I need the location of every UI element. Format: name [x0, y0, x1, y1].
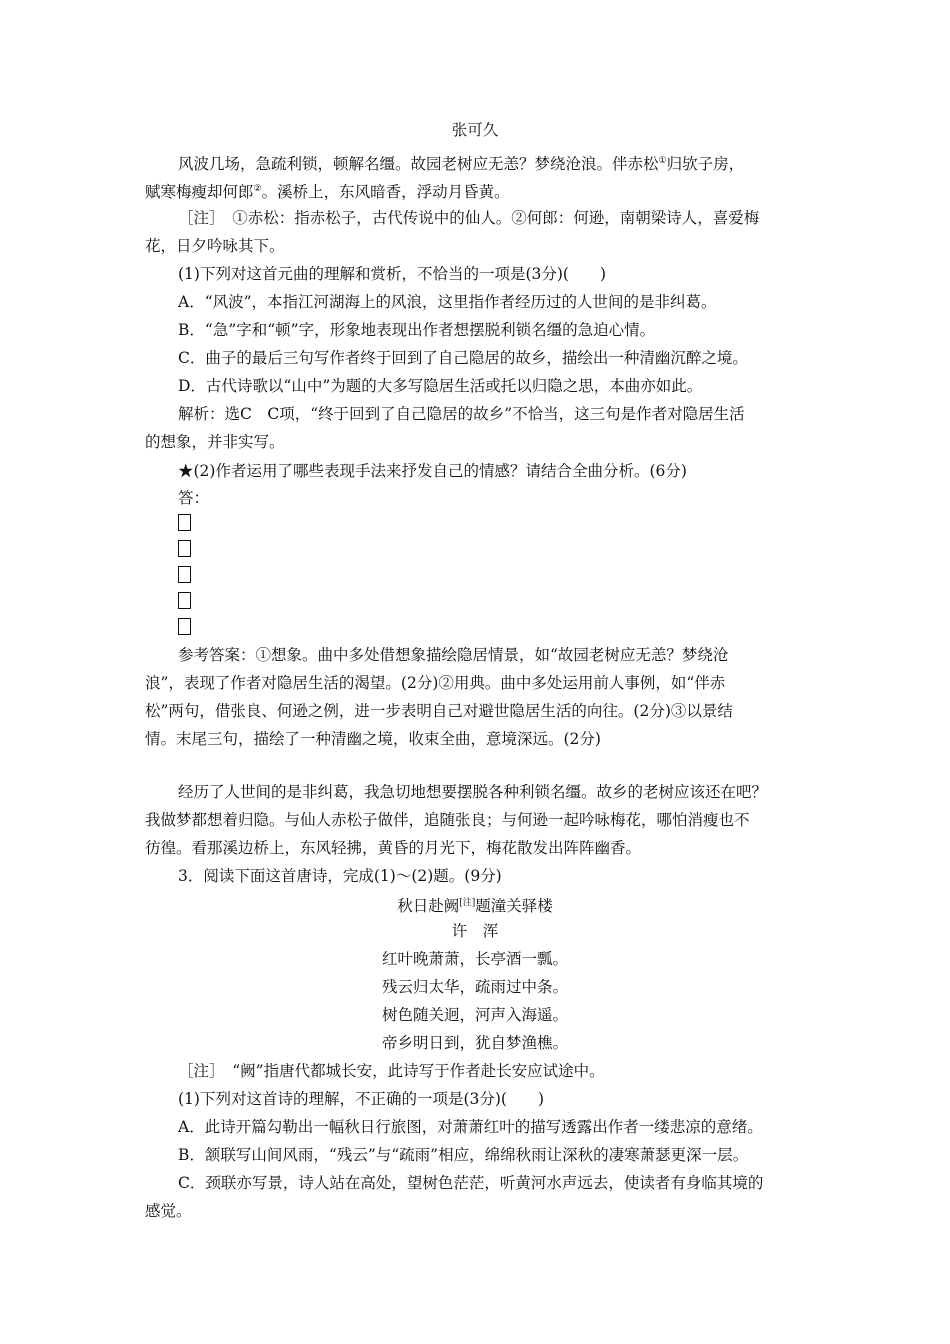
- poem-line: 帝乡明日到，犹自梦渔樵。: [381, 1034, 568, 1052]
- q3-option-c-line-1: C．颈联亦写景，诗人站在高处，望树色茫茫，听黄河水声远去，使读者有身临其境的: [178, 1174, 764, 1192]
- q3-note: ［注］ “阙”指唐代都城长安，此诗写于作者赴长安应试途中。: [178, 1062, 605, 1080]
- q3-stem: (1)下列对这首诗的理解，不正确的一项是(3分)( ): [178, 1090, 545, 1108]
- q1-option-c: C．曲子的最后三句写作者终于回到了自己隐居的故乡，描绘出一种清幽沉醉之境。: [178, 349, 748, 367]
- footnote-marker: [注]: [459, 898, 476, 908]
- q1-option-d: D．古代诗歌以“山中”为题的大多写隐居生活或托以归隐之思，本曲亦如此。: [178, 377, 703, 395]
- footnote-marker: ②: [253, 184, 262, 194]
- qu-author: 张可久: [451, 121, 499, 139]
- answer-line-box: [178, 618, 191, 635]
- q2-reference-line-3: 松”两句，借张良、何逊之例，进一步表明自己对避世隐居生活的向往。(2分)③以景结: [145, 702, 733, 720]
- answer-line-box: [178, 514, 191, 531]
- q2-reference-line-4: 情。末尾三句，描绘了一种清幽之境，收束全曲，意境深远。(2分): [145, 730, 601, 748]
- poem-line: 红叶晚萧萧，长亭酒一瓢。: [381, 950, 568, 968]
- q3-intro: 3．阅读下面这首唐诗，完成(1)～(2)题。(9分): [178, 867, 502, 885]
- q3-option-b: B．颔联写山间风雨，“残云”与“疏雨”相应，绵绵秋雨让深秋的凄寒萧瑟更深一层。: [178, 1146, 749, 1164]
- poem-title: 秋日赴阙[注]题潼关驿楼: [397, 897, 553, 915]
- answer-line-box: [178, 540, 191, 557]
- q2-reference-line-1: 参考答案：①想象。曲中多处借想象描绘隐居情景，如“故园老树应无恙？梦绕沧: [178, 646, 729, 664]
- q3-option-c-line-2: 感觉。: [145, 1202, 192, 1220]
- footnote-marker: ①: [658, 156, 667, 166]
- q1-analysis-line-1: 解析：选C C项，“终于回到了自己隐居的故乡”不恰当，这三句是作者对隐居生活: [178, 405, 745, 423]
- answer-line-box: [178, 592, 191, 609]
- answer-line-box: [178, 566, 191, 583]
- poem-line: 残云归太华，疏雨过中条。: [381, 978, 568, 996]
- q1-analysis-line-2: 的想象，并非实写。: [145, 433, 285, 451]
- q2-reference-line-2: 浪”，表现了作者对隐居生活的渴望。(2分)②用典。曲中多处运用前人事例，如“伴赤: [145, 674, 726, 692]
- q1-stem: (1)下列对这首元曲的理解和赏析，不恰当的一项是(3分)( ): [178, 265, 607, 283]
- q2-stem: ★(2)作者运用了哪些表现手法来抒发自己的情感？请结合全曲分析。(6分): [178, 462, 687, 480]
- qu-text-line-2: 赋寒梅瘦却何郎②。溪桥上，东风暗香，浮动月昏黄。: [145, 183, 510, 201]
- poem-line: 树色随关迥，河声入海遥。: [381, 1006, 568, 1024]
- q1-option-a: A．“风波”，本指江河湖海上的风浪，这里指作者经历过的人世间的是非纠葛。: [178, 293, 717, 311]
- qu-note-line-2: 花，日夕吟咏其下。: [145, 237, 285, 255]
- translation-line-3: 彷徨。看那溪边桥上，东风轻拂，黄昏的月光下，梅花散发出阵阵幽香。: [145, 839, 642, 857]
- translation-line-2: 我做梦都想着归隐。与仙人赤松子做伴，追随张良；与何逊一起吟咏梅花，哪怕消瘦也不: [145, 811, 750, 829]
- q2-answer-label: 答：: [178, 489, 210, 507]
- qu-note-line-1: ［注］ ①赤松：指赤松子，古代传说中的仙人。②何郎：何逊，南朝梁诗人，喜爱梅: [178, 209, 760, 227]
- q3-option-a: A．此诗开篇勾勒出一幅秋日行旅图，对萧萧红叶的描写透露出作者一缕悲凉的意绪。: [178, 1118, 763, 1136]
- qu-text-line-1: 风波几场，急疏利锁，顿解名缰。故园老树应无恙？梦绕沧浪。伴赤松①归欤子房，: [178, 155, 745, 173]
- poem-author: 许 浑: [451, 922, 499, 940]
- translation-line-1: 经历了人世间的是非纠葛，我急切地想要摆脱各种利锁名缰。故乡的老树应该还在吧？: [178, 783, 768, 801]
- q1-option-b: B．“急”字和“顿”字，形象地表现出作者想摆脱利锁名缰的急迫心情。: [178, 321, 656, 339]
